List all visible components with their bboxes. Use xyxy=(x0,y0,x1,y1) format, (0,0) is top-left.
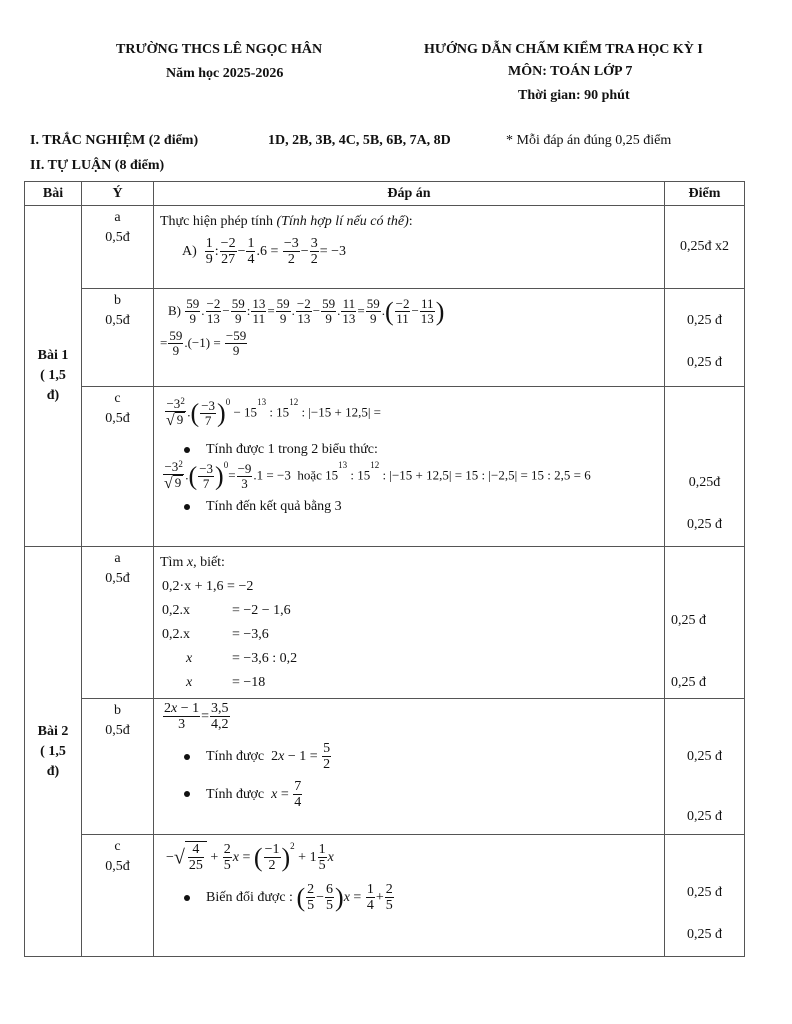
table-row xyxy=(25,387,745,547)
b1c-bullet-1-text: Tính được 1 trong 2 biểu thức: xyxy=(206,442,378,458)
b2a-step-4-left: x xyxy=(186,651,193,666)
b2a-intro-line xyxy=(154,547,664,571)
b2c-answer xyxy=(154,835,665,957)
b2a-intro: Tìm xyxy=(160,555,187,570)
b2b-answer xyxy=(154,699,665,835)
b1a-intro-italic: (Tính hợp lí nếu có thể) xyxy=(276,214,409,229)
bai1-cell xyxy=(25,206,82,547)
b2c-score-cell xyxy=(665,835,745,957)
b1b-y-cell xyxy=(82,289,154,387)
school-name: TRƯỜNG THCS LÊ NGỌC HÂN xyxy=(116,42,323,57)
b2a-y: a xyxy=(114,551,121,566)
b2a-step-4 xyxy=(162,647,664,671)
bai1-label: Bài 1 xyxy=(37,348,69,363)
b1c-yp: 0,5đ xyxy=(105,411,130,426)
b2a-score-cell xyxy=(665,547,745,699)
b2a-score-2: 0,25 đ xyxy=(671,675,706,690)
bai2-cell xyxy=(25,547,82,957)
b1b-prefix: B) xyxy=(168,302,181,318)
b2b-formula: $\frac{2x - 1}{3}$ = $\frac{3,5}{4,2}$ xyxy=(164,701,229,733)
section1-label: I. TRẮC NGHIỆM (2 điểm) xyxy=(30,133,199,148)
b1b-y: b xyxy=(114,293,121,308)
section2-label: II. TỰ LUẬN (8 điểm) xyxy=(30,158,165,173)
grading-table xyxy=(24,181,745,957)
b1c-formula-2: $\frac{-3^2}{√ 9}$ .( $\frac{-3}{7}$ )$^0$= $\frac{-9}{3}$ .1 = −3 hoặc $15^{13}$ : $15^{12}$ : |−15 + 12,5| = 15 : |−2,5| = 15 : 2,5 = 6 xyxy=(164,459,591,493)
doc-title: HƯỚNG DẪN CHẤM KIỂM TRA HỌC KỲ I xyxy=(424,42,703,57)
b2c-bullet-1: Biến đổi được : ( $\frac{2}{5}$ − $\frac{6}{5}$ )x = $\frac{1}{4}$ + $\frac{2}{5}$ xyxy=(154,874,664,914)
bai1-points-1: ( 1,5 xyxy=(40,368,66,383)
bai2-label: Bài 2 xyxy=(37,723,69,739)
table-header-row xyxy=(25,182,745,206)
bullet-icon xyxy=(184,895,190,901)
b2a-y-cell xyxy=(82,547,154,699)
b2a-intro-end: , biết: xyxy=(193,555,225,570)
b1a-y-cell xyxy=(82,206,154,289)
b2a-step-2-left: 0,2.x xyxy=(162,603,190,618)
b2a-step-5 xyxy=(162,671,664,695)
section1-note: * Mỗi đáp án đúng 0,25 điểm xyxy=(506,133,672,148)
b1c-score-2: 0,25 đ xyxy=(687,517,722,532)
b1c-answer xyxy=(154,387,665,547)
b1c-y-cell xyxy=(82,387,154,547)
table-row xyxy=(25,835,745,957)
b2a-step-5-left: x xyxy=(186,675,193,690)
b1c-bullet-2 xyxy=(154,493,664,515)
b1c-score-cell xyxy=(665,387,745,547)
bullet-icon xyxy=(184,754,190,760)
b2c-bullet-1-text: Biến đổi được : xyxy=(206,889,293,905)
school-year: Năm học 2025-2026 xyxy=(166,66,284,81)
b2a-step-3 xyxy=(162,623,664,647)
b2b-score-2: 0,25 đ xyxy=(687,809,722,824)
header-diem: Điểm xyxy=(665,182,745,206)
b2c-score-1: 0,25 đ xyxy=(687,885,722,900)
b1b-score-1: 0,25 đ xyxy=(687,313,722,328)
subject-line: MÔN: TOÁN LỚP 7 xyxy=(508,64,633,79)
b2a-score-1: 0,25 đ xyxy=(671,613,706,628)
b1a-score: 0,25đ x2 xyxy=(665,206,745,289)
table-row xyxy=(25,699,745,835)
bai2-points-1: ( 1,5 xyxy=(40,743,66,759)
b2b-y-cell xyxy=(82,699,154,835)
b1b-formula-2: = $\frac{59}{9}$ .(−1) = $\frac{-59}{9}$ xyxy=(160,327,247,358)
b1c-y: c xyxy=(114,391,121,406)
b2a-intro-var: x xyxy=(186,555,194,570)
b1a-prefix: A) xyxy=(182,244,197,260)
b1c-bullet-1 xyxy=(154,430,664,458)
b2c-y-cell xyxy=(82,835,154,957)
b2a-step-3-left: 0,2.x xyxy=(162,627,190,642)
b1b-score-2: 0,25 đ xyxy=(687,355,722,370)
b2c-formula: −√ $\frac{4}{25}$ + $\frac{2}{5}$ x = ( $\frac{-1}{2}$ )$^2$ + 1 $\frac{1}{5}$ x xyxy=(166,841,334,874)
bullet-icon xyxy=(184,504,190,510)
b2b-bullet-1: Tính được 2x − 1 = $\frac{5}{2}$ xyxy=(154,733,664,773)
b2b-y: b xyxy=(114,703,121,718)
b1a-answer xyxy=(154,206,665,289)
b1b-yp: 0,5đ xyxy=(105,313,130,328)
header-y: Ý xyxy=(82,182,154,206)
b2b-yp: 0,5đ xyxy=(105,723,130,738)
b2a-step-3-right: = −3,6 xyxy=(232,627,269,642)
table-row xyxy=(25,547,745,699)
b2a-step-2-right: = −2 − 1,6 xyxy=(232,603,291,618)
bai1-points-2: đ) xyxy=(46,388,60,403)
b2a-steps xyxy=(154,571,664,695)
b1c-hoac: hoặc xyxy=(297,467,322,483)
b1a-intro: Thực hiện phép tính xyxy=(160,214,277,229)
b2c-y: c xyxy=(114,839,121,854)
b1a-intro-colon: : xyxy=(408,214,413,229)
b2b-bullet-2-text: Tính được xyxy=(206,786,265,802)
b2a-step-2 xyxy=(162,599,664,623)
b2b-bullet-1-text: Tính được xyxy=(206,748,265,764)
b1a-formula: A) $\frac{1}{9}$ : $\frac{-2}{27}$ − $\frac{1}{4}$ .6 = $\frac{-3}{2}$ − $\frac{3}{2}$ = −3 xyxy=(182,236,346,268)
b1b-score-cell xyxy=(665,289,745,387)
b2a-yp: 0,5đ xyxy=(105,571,130,586)
b2a-answer xyxy=(154,547,665,699)
table-row xyxy=(25,289,745,387)
b2b-bullet-2: Tính được x = $\frac{7}{4}$ xyxy=(154,773,664,811)
bullet-icon xyxy=(184,791,190,797)
b2a-step-4-right: = −3,6 : 0,2 xyxy=(232,651,298,666)
header-bai: Bài xyxy=(25,182,82,206)
b2a-step-1-left: 0,2·x + 1,6 = −2 xyxy=(162,579,254,594)
b2c-yp: 0,5đ xyxy=(105,859,130,874)
b1b-answer xyxy=(154,289,665,387)
b2a-step-1 xyxy=(162,575,664,599)
b2c-score-2: 0,25 đ xyxy=(687,927,722,942)
b1b-formula-1: B) $\frac{59}{9}$ . $\frac{-2}{13}$ − $\frac{59}{9}$ : $\frac{13}{11}$ = $\frac{59}{9}$ . $\frac{-2}{13}$ − $\frac{59}{9}$ . $\frac{11}{13}$ = $\frac{59}{9}$ .( $\frac{-2}{11}$ − $\frac{11}{13}$ ) xyxy=(168,296,445,327)
section1-answers: 1D, 2B, 3B, 4C, 5B, 6B, 7A, 8D xyxy=(268,133,451,148)
b2a-step-5-right: = −18 xyxy=(232,675,266,690)
b1c-formula-1: $\frac{-3^2}{√ 9}$ .( $\frac{-3}{7}$ )$^0 - 15^{13}$ : $15^{12}$ : |−15 + 12,5| = xyxy=(166,396,381,430)
b1c-score-1: 0,25đ xyxy=(688,475,721,490)
b1a-yp: 0,5đ xyxy=(105,230,130,245)
bullet-icon xyxy=(184,447,190,453)
b1c-bullet-2-text: Tính đến kết quả bằng 3 xyxy=(206,499,342,515)
b2b-score-1: 0,25 đ xyxy=(687,749,722,764)
table-row xyxy=(25,206,745,289)
exam-time: Thời gian: 90 phút xyxy=(518,88,630,103)
b2b-score-cell xyxy=(665,699,745,835)
bai2-points-2: đ) xyxy=(46,763,60,779)
header-dapan: Đáp án xyxy=(154,182,665,206)
b1a-y: a xyxy=(114,210,121,225)
